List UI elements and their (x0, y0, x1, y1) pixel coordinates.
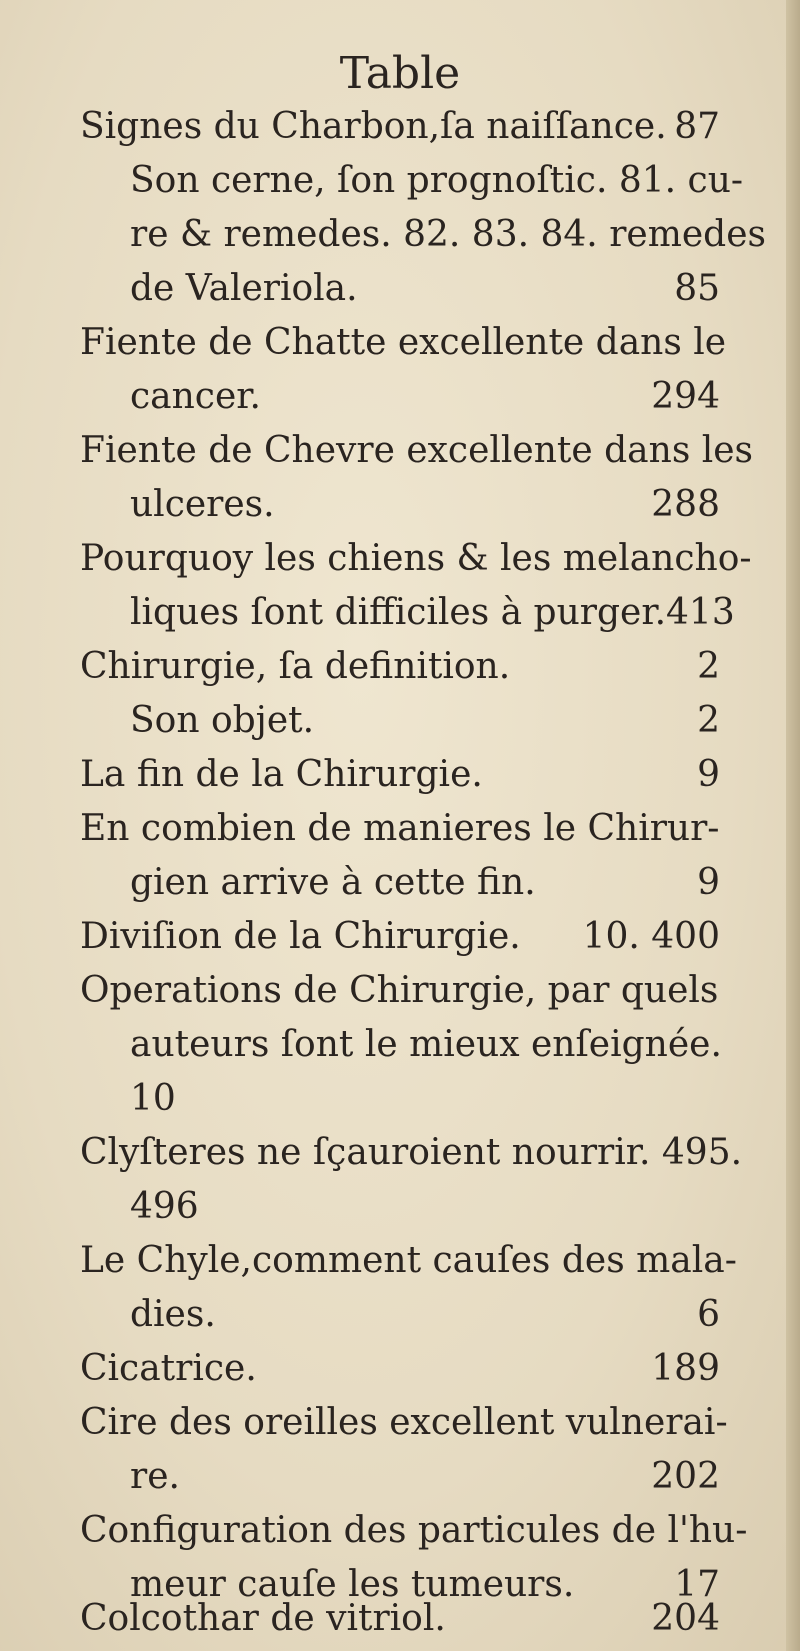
entry-text: Clyſteres ne ſçauroient nourrir. 495. (80, 1132, 743, 1173)
entry-text: Operations de Chirurgie, par quels (80, 970, 719, 1011)
entry-page: 202 (651, 1456, 720, 1497)
index-entry (130, 154, 744, 208)
index-entry (130, 1450, 720, 1504)
index-entry (130, 208, 766, 262)
entry-text: Pourquoy les chiens & les melancho- (80, 538, 752, 579)
index-entry (130, 1180, 720, 1234)
index-entry (80, 640, 720, 694)
entry-page: 9 (697, 862, 720, 903)
entry-page: 6 (697, 1294, 720, 1335)
index-entry (80, 802, 720, 856)
entry-page: 9 (697, 754, 720, 795)
index-entry (130, 694, 720, 748)
entry-page: 17 (674, 1564, 720, 1605)
index-entry (130, 1072, 720, 1126)
index-entry (130, 262, 720, 316)
index-entry (80, 1504, 748, 1558)
index-entry (80, 1592, 720, 1646)
entry-text: En combien de manieres le Chirur- (80, 808, 720, 849)
entry-text: 10 (130, 1078, 176, 1119)
index-entry (80, 100, 720, 154)
entry-text: Configuration des particules de l'hu- (80, 1510, 748, 1551)
entry-page: 2 (697, 700, 720, 741)
entry-text: meur cauſe les tumeurs. (130, 1564, 575, 1605)
entry-text: 496 (130, 1186, 199, 1227)
entry-text: Cicatrice. (80, 1348, 257, 1389)
entry-page: 85 (674, 268, 720, 309)
entry-text: La fin de la Chirurgie. (80, 754, 483, 795)
index-entry (130, 370, 720, 424)
index-entry (80, 748, 720, 802)
entry-text: Fiente de Chevre excellente dans les (80, 430, 754, 471)
index-entry (80, 532, 752, 586)
entry-text: cancer. (130, 376, 261, 417)
entry-page: 413 (666, 592, 735, 633)
entry-text: Le Chyle,comment cauſes des mala- (80, 1240, 737, 1281)
index-entry (80, 910, 720, 964)
entry-page: 2 (697, 646, 720, 687)
entry-page: 189 (651, 1348, 720, 1389)
entry-text: de Valeriola. (130, 268, 358, 309)
entry-page: 288 (651, 484, 720, 525)
page-title: Table (339, 48, 461, 99)
entry-text: Signes du Charbon,ſa naiſſance. (80, 106, 667, 147)
entry-text: Chirurgie, ſa definition. (80, 646, 511, 687)
entry-text: ulceres. (130, 484, 275, 525)
entry-text: re. (130, 1456, 180, 1497)
page-edge (786, 0, 800, 1651)
index-entry (80, 1342, 720, 1396)
entry-text: Cire des oreilles excellent vulnerai- (80, 1402, 728, 1443)
index-entry (80, 1234, 737, 1288)
index-entry (80, 1126, 743, 1180)
entry-text: re & remedes. 82. 83. 84. remedes (130, 214, 766, 255)
index-entry (80, 424, 754, 478)
index-entry (130, 856, 720, 910)
entry-text: gien arrive à cette fin. (130, 862, 536, 903)
entry-page: 294 (651, 376, 720, 417)
entry-text: Son objet. (130, 700, 315, 741)
index-entry (80, 316, 727, 370)
entry-text: auteurs ſont le mieux enſeignée. (130, 1024, 722, 1065)
entry-text: Son cerne, ſon prognoſtic. 81. cu- (130, 160, 744, 201)
entry-text: dies. (130, 1294, 216, 1335)
index-entry (130, 1018, 720, 1072)
entry-text: Colcothar de vitriol. (80, 1598, 446, 1639)
entry-page: 10. 400 (582, 916, 720, 957)
index-entry (130, 586, 735, 640)
entry-page: 87 (674, 106, 720, 147)
entry-text: Fiente de Chatte excellente dans le (80, 322, 727, 363)
entry-page: 204 (651, 1598, 720, 1639)
index-entry (80, 964, 720, 1018)
index-entry (130, 478, 720, 532)
index-entry (130, 1288, 720, 1342)
entry-text: Diviſion de la Chirurgie. (80, 916, 521, 957)
index-entry (80, 1396, 728, 1450)
entry-text: liques ſont difficiles à purger. (130, 592, 667, 633)
